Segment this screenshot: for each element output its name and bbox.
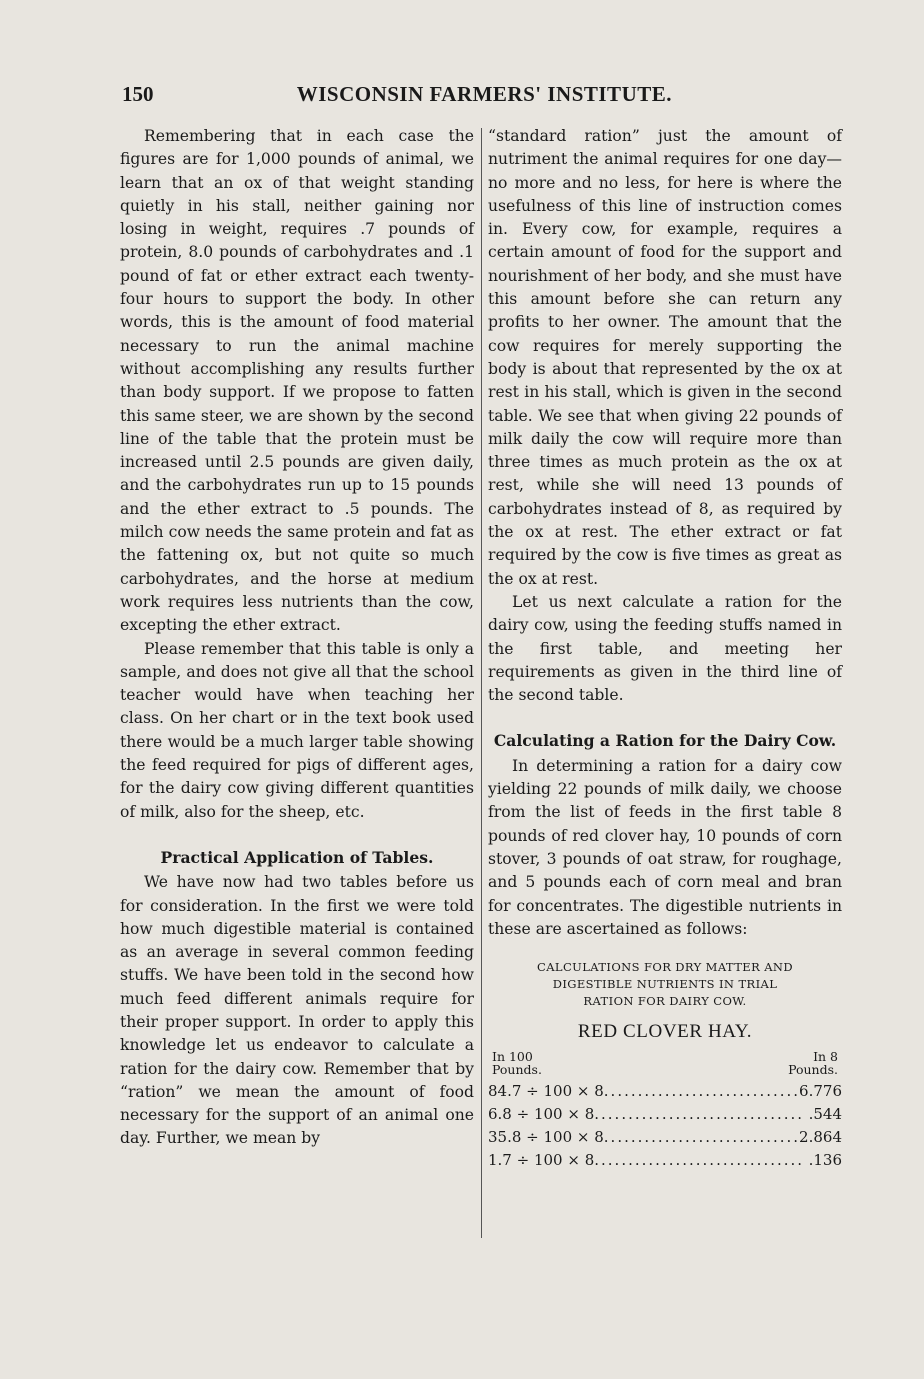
left-paragraph-1: Remembering that in each case the figures are for 1,000 pounds of animal, we learn that an ox of that weight standing quietly in his stall, neither gaining nor losing in weight, requires .7 pounds of protein, 8.0 pounds of carbohydrates and .1 pound of fat or ether extract each twenty-four hours to support the body. In other words, this is the amount of food material necessary to run the animal machine without accomplishing any results further than body support. If we propose to fatten this same steer, we are shown by the second line of the table that the protein must be increased until 2.5 pounds are given daily, and the carbohydrates run up to 15 pounds and the ether extract to .5 pounds. The milch cow needs the same protein and fat as the fattening ox, but not quite so much carbohydrates, and the horse at medium work requires less nutrients than the cow, excepting the ether extract. — [120, 127, 474, 635]
calculation-caption — [488, 959, 842, 1010]
right-paragraph-2: Let us next calculate a ration for the dairy cow, using the feeding stuffs named in the first table, and meeting her requirements as given in the third line of the second table. — [488, 592, 842, 705]
table-column-headers — [488, 1050, 842, 1080]
caption-line-2: DIGESTIBLE NUTRIENTS IN TRIAL — [552, 977, 778, 992]
caption-line-1: CALCULATIONS FOR DRY MATTER AND — [537, 960, 793, 975]
header-left-line-2: Pounds. — [492, 1062, 542, 1078]
left-column — [120, 125, 474, 1151]
right-paragraph-1: “standard ration” just the amount of nutriment the animal requires for one day—no more and no less, for here is where the usefulness of this line of instruction comes in. Every cow, for example, requires a certain amount of food for the support and nourishment of her body, and she must have this amount before she can return any profits to her owner. The amount that the cow requires for merely supporting the body is about that represented by the ox at rest in his stall, which is given in the second table. We see that when giving 22 pounds of milk daily the cow will require more than three times as much protein as the ox at rest, while she will need 13 pounds of carbohydrates instead of 8, as required by the ox at rest. The ether extract or fat required by the cow is five times as great as the ox at rest. — [488, 127, 842, 588]
left-paragraph-2: Please remember that this table is only a sample, and does not give all that the school teacher would have when teaching her class. On her chart or in the text book used there would be a much larger table showing the feed required for pigs of different ages, for the dairy cow giving different quantities of milk, also for the sheep, etc. — [120, 639, 474, 821]
header-right-line-2: Pounds. — [788, 1062, 838, 1078]
header-left-line-1: In 100 — [492, 1049, 533, 1065]
left-paragraph-3: We have now had two tables before us for consideration. In the first we were told how much digestible material is contained as an average in several common feeding stuffs. We have been told in the second how much feed different animals require for their proper support. In order to apply this knowledge let us endeavor to calculate a ration for the dairy cow. Remember that by “ration” we mean the amount of food necessary for the support of an animal one day. Further, we mean by — [120, 873, 474, 1148]
row-result: .544 — [808, 1105, 842, 1124]
row-result: .136 — [808, 1151, 842, 1170]
caption-line-3: RATION FOR DAIRY COW. — [583, 994, 747, 1009]
row-expression: 1.7 ÷ 100 × 8 — [488, 1151, 595, 1170]
dot-leader — [604, 1126, 799, 1149]
page-header — [122, 82, 672, 108]
dot-leader — [594, 1149, 802, 1172]
header-in-100-pounds — [492, 1050, 542, 1076]
table-row — [488, 1103, 842, 1126]
right-column — [488, 125, 842, 1172]
running-title: WISCONSIN FARMERS' INSTITUTE. — [296, 82, 672, 106]
table-row — [488, 1149, 842, 1172]
right-paragraph-3: In determining a ration for a dairy cow yielding 22 pounds of milk daily, we choose from the list of feeds in the first table 8 pounds of red clover hay, 10 pounds of corn stover, 3 pounds of oat straw, for roughage, and 5 pounds each of corn meal and bran for concentrates. The digestible nutrients in these are ascertained as follows: — [488, 756, 842, 938]
dot-leader — [604, 1080, 799, 1103]
section-heading-calculating-ration: Calculating a Ration for the Dairy Cow. — [493, 731, 837, 751]
column-divider — [481, 128, 482, 1238]
row-result: 2.864 — [799, 1128, 842, 1147]
page-number: 150 — [122, 82, 154, 106]
section-heading-practical-application: Practical Application of Tables. — [160, 847, 434, 867]
table-row — [488, 1126, 842, 1149]
table-title: RED CLOVER HAY. — [577, 1021, 753, 1043]
row-result: 6.776 — [799, 1082, 842, 1101]
row-expression: 35.8 ÷ 100 × 8 — [488, 1128, 604, 1147]
dot-leader — [594, 1103, 802, 1126]
row-expression: 84.7 ÷ 100 × 8 — [488, 1082, 604, 1101]
header-right-line-1: In 8 — [813, 1049, 838, 1065]
header-in-8-pounds — [788, 1050, 838, 1076]
row-expression: 6.8 ÷ 100 × 8 — [488, 1105, 595, 1124]
table-row — [488, 1080, 842, 1103]
